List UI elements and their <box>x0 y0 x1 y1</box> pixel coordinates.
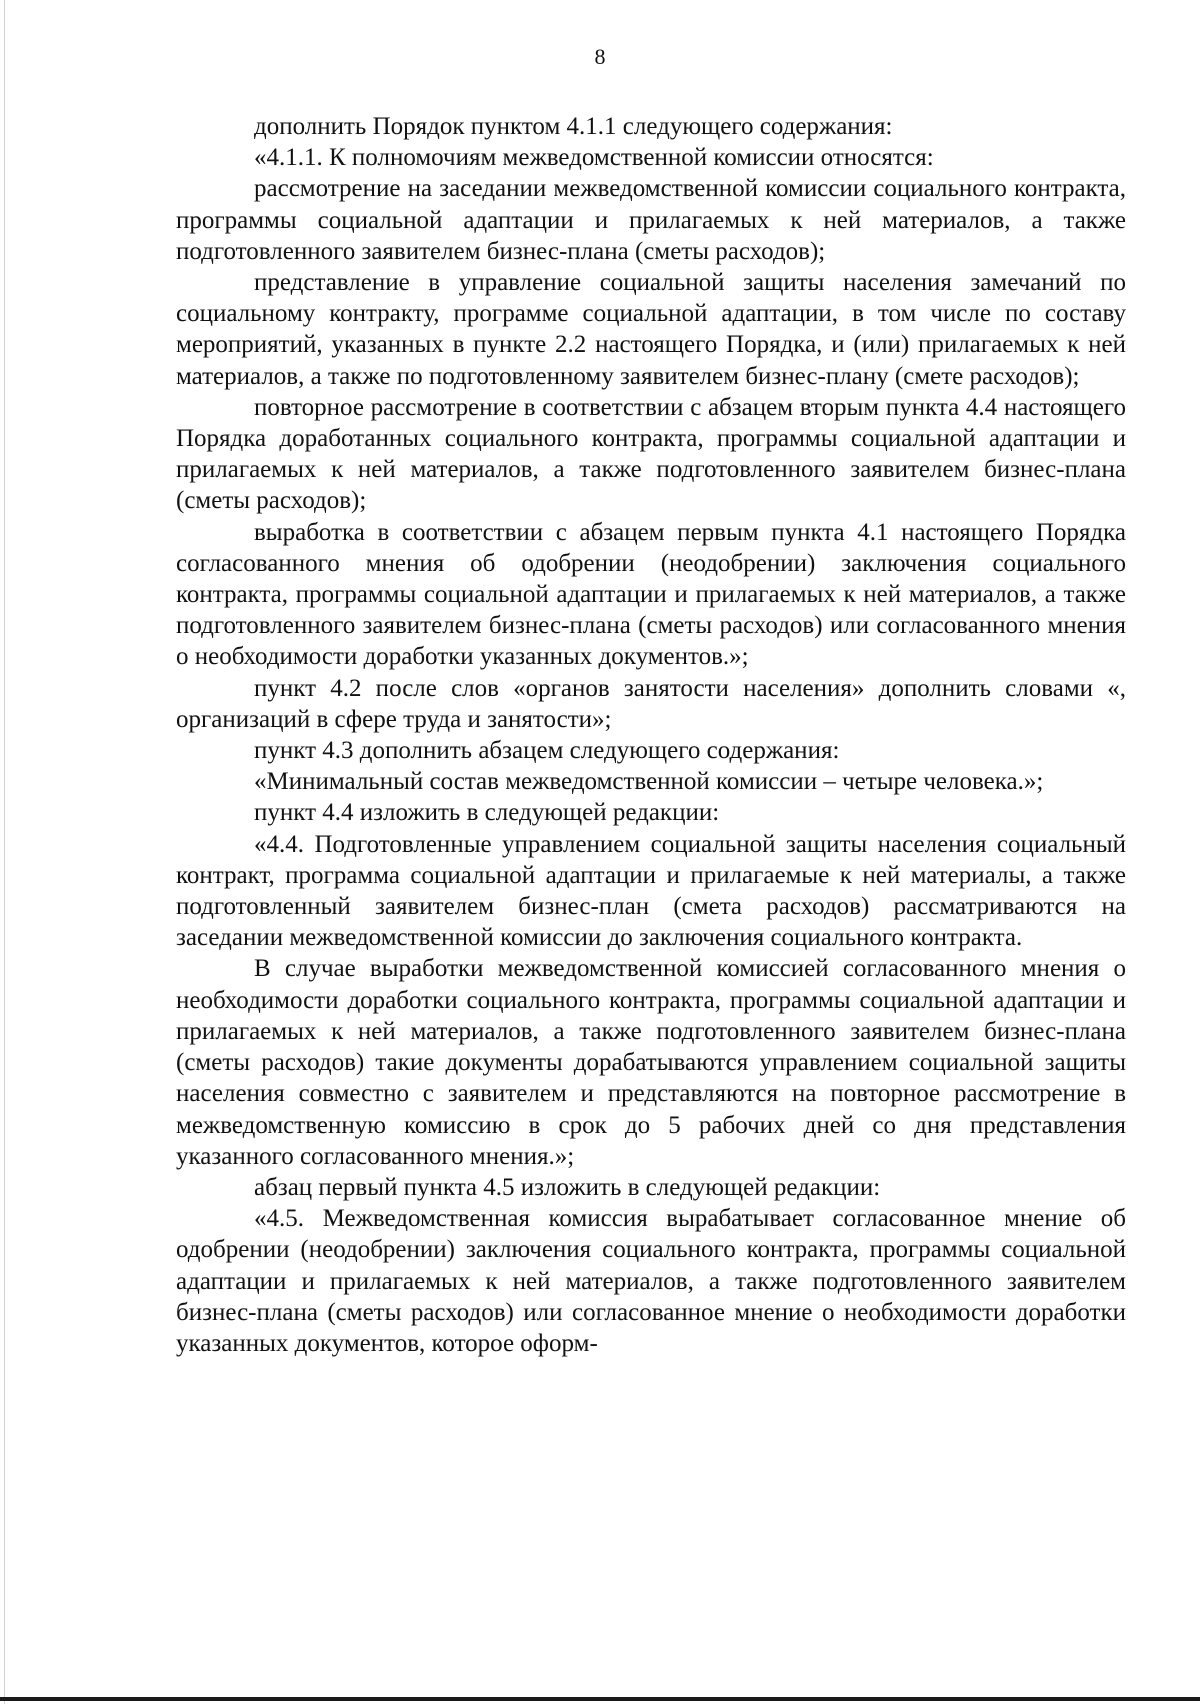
paragraph: абзац первый пункта 4.5 изложить в следующей редакции: <box>254 1173 881 1201</box>
paragraph: представление в управление социальной защиты населения замечаний по социальному контракту, программе социальной адаптации, в том числе по составу мероприятий, указанных в пункте 2.2 настоящего Порядка, и (или) прилагаемых к ней материалов, а также по подготовленному заявителем бизнес-плану (смете расходов); <box>176 269 1126 390</box>
paragraph: «4.1.1. К полномочиям межведомственной комиссии относятся: <box>254 144 934 172</box>
paragraph: дополнить Порядок пунктом 4.1.1 следующего содержания: <box>254 113 893 140</box>
page-number: 8 <box>594 44 606 69</box>
paragraph: пункт 4.3 дополнить абзацем следующего содержания: <box>254 737 840 765</box>
paragraph: «Минимальный состав межведомственной комиссии – четыре человека.»; <box>254 768 1044 796</box>
paragraph: «4.5. Межведомственная комиссия вырабатывает согласованное мнение об одобрении (неодобрении) заключения социального контракта, программы социальной адаптации и прилагаемых к ней материалов, а также подготовленного заявителем бизнес-плана (сметы расходов) или согласованное мнение о необходимости доработки указанных документов, которое оформ- <box>176 1205 1126 1357</box>
paragraph: рассмотрение на заседании межведомственной комиссии социального контракта, программы социальной адаптации и прилагаемых к ней материалов, а также подготовленного заявителем бизнес-плана (сметы расходов); <box>176 175 1126 265</box>
paragraph: пункт 4.4 изложить в следующей редакции: <box>254 799 720 827</box>
document-body <box>176 111 1126 1359</box>
paragraph: В случае выработки межведомственной комиссией согласованного мнения о необходимости доработки социального контракта, программы социальной адаптации и прилагаемых к ней материалов, а также подготовленного заявителем бизнес-плана (сметы расходов) такие документы дорабатываются управлением социальной защиты населения совместно с заявителем и представляются на повторное рассмотрение в межведомственную комиссию в срок до 5 рабочих дней со дня представления указанного согласованного мнения.»; <box>176 955 1126 1170</box>
paragraph: пункт 4.2 после слов «органов занятости населения» дополнить словами «, организаций в сфере труда и занятости»; <box>176 674 1126 733</box>
paragraph: повторное рассмотрение в соответствии с абзацем вторым пункта 4.4 настоящего Порядка доработанных социального контракта, программы социальной адаптации и прилагаемых к ней материалов, а также подготовленного заявителем бизнес-плана (сметы расходов); <box>176 393 1126 515</box>
paragraph: выработка в соответствии с абзацем первым пункта 4.1 настоящего Порядка согласованного мнения об одобрении (неодобрении) заключения социального контракта, программы социальной адаптации и прилагаемых к ней материалов, а также подготовленного заявителем бизнес-плана (сметы расходов) или согласованного мнения о необходимости доработки указанных документов.»; <box>176 518 1126 671</box>
paragraph: «4.4. Подготовленные управлением социальной защиты населения социальный контракт, программа социальной адаптации и прилагаемые к ней материалы, а также подготовленный заявителем бизнес-план (смета расходов) рассматриваются на заседании межведомственной комиссии до заключения социального контракта. <box>176 830 1126 952</box>
scan-edge-line <box>4 0 5 1704</box>
scan-bottom-border <box>0 1697 1200 1701</box>
